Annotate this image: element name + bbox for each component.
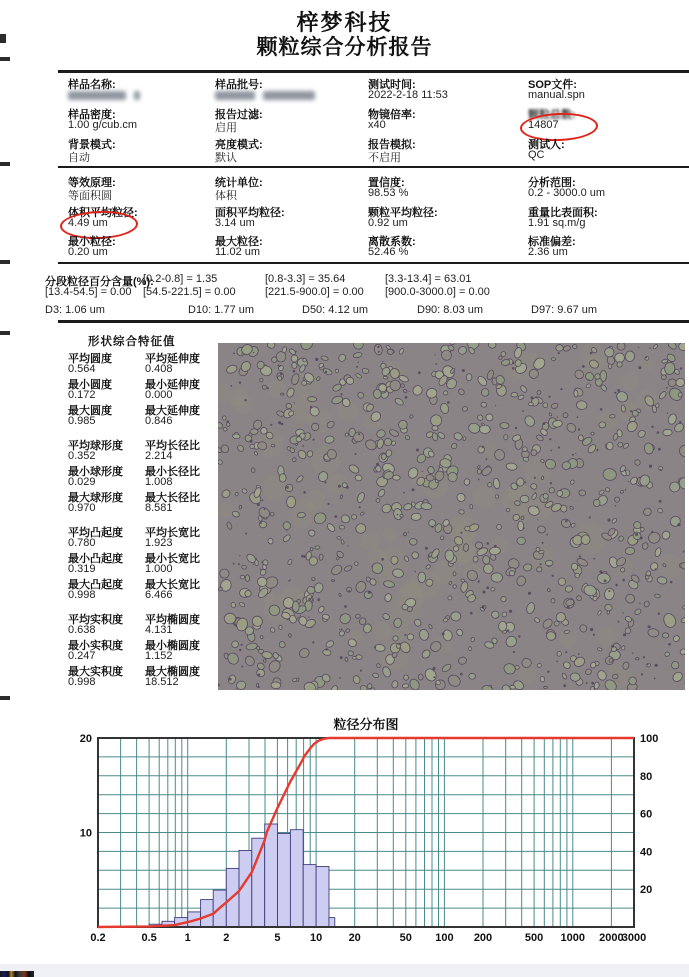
x-axis-tick: 1 [184, 932, 191, 944]
right-axis-tick: 100 [640, 733, 659, 745]
d-value: D97: 9.67 um [531, 304, 598, 316]
field-label: 重量比表面积: [528, 207, 598, 219]
shape-value: 8.581 [145, 502, 173, 514]
field-value: 启用 [215, 122, 237, 134]
field-label: 最小粒径: [68, 236, 116, 248]
shape-label: 平均球形度 [68, 440, 123, 452]
x-axis-tick: 1000 [560, 932, 586, 944]
shape-label: 最小凸起度 [68, 553, 123, 565]
field-value: 自动 [68, 152, 90, 164]
field-value: 0.20 um [68, 246, 108, 258]
scan-artifact [0, 971, 34, 977]
shape-value: 0.172 [68, 389, 96, 401]
x-axis-tick: 2 [223, 932, 230, 944]
field-value: 1.00 g/cub.cm [68, 119, 138, 131]
field-label: 样品名称: [68, 79, 116, 91]
redacted-value [263, 91, 315, 100]
field-value: 2.36 um [528, 246, 568, 258]
shape-label: 平均长宽比 [145, 527, 200, 539]
shape-value: 0.846 [145, 415, 173, 427]
shape-value: 0.029 [68, 476, 96, 488]
shape-value: 4.131 [145, 624, 173, 636]
shape-label: 平均实积度 [68, 614, 123, 626]
shape-value: 0.998 [68, 676, 96, 688]
field-value: 等面积圆 [68, 190, 112, 202]
field-label: 面积平均粒径: [215, 207, 285, 219]
shape-label: 平均凸起度 [68, 527, 123, 539]
shape-label: 平均椭圆度 [145, 614, 200, 626]
shape-label: 最小球形度 [68, 466, 123, 478]
right-axis-tick: 60 [640, 808, 653, 821]
shape-label: 平均延伸度 [145, 353, 200, 365]
right-axis-tick: 80 [640, 770, 653, 783]
shape-value: 1.152 [145, 650, 173, 662]
divider [58, 262, 689, 264]
x-axis-tick: 0.5 [141, 932, 157, 944]
field-value: 0.92 um [368, 217, 408, 229]
field-label: 报告模拟: [368, 139, 416, 151]
x-axis-tick: 500 [524, 932, 544, 944]
shape-value: 2.214 [145, 450, 173, 462]
field-label: 最大粒径: [215, 236, 263, 248]
field-value: 3.14 um [215, 217, 255, 229]
shape-value: 0.319 [68, 563, 96, 575]
company-title: 梓梦科技 [296, 10, 393, 35]
x-axis-tick: 50 [399, 932, 412, 944]
scan-edge-mark [0, 260, 10, 264]
field-value: 11.02 um [215, 246, 261, 258]
shape-value: 0.564 [68, 363, 96, 375]
segment-value: [3.3-13.4] = 63.01 [385, 273, 472, 285]
field-label: 背景模式: [68, 139, 116, 151]
right-axis-tick: 20 [640, 884, 653, 897]
shape-value: 1.000 [145, 563, 173, 575]
micrograph-image [218, 343, 685, 690]
shape-label: 最小圆度 [68, 379, 112, 391]
shape-label: 最小长宽比 [145, 553, 200, 565]
segment-value: [900.0-3000.0] = 0.00 [385, 286, 490, 298]
x-axis-tick: 0.2 [90, 932, 106, 944]
x-axis-tick: 10 [309, 932, 323, 944]
divider [58, 320, 689, 323]
field-value: 52.46 % [368, 246, 409, 258]
field-value: 2022-2-18 11:53 [368, 89, 448, 101]
field-value: 不启用 [368, 152, 401, 164]
field-label: 测试人: [528, 139, 565, 151]
shape-value: 18.512 [145, 676, 179, 688]
field-label: 颗粒平均粒径: [368, 207, 438, 219]
shape-label: 最小椭圆度 [145, 640, 200, 652]
shape-value: 0.352 [68, 450, 96, 462]
field-label: 置信度: [368, 177, 405, 189]
x-axis-tick: 5 [274, 932, 281, 944]
shape-label: 最大长径比 [145, 492, 200, 504]
shape-label: 最大延伸度 [145, 405, 200, 417]
segment-value: [54.5-221.5] = 0.00 [143, 286, 236, 298]
d-value: D3: 1.06 um [45, 304, 105, 316]
x-axis-tick: 2000 [599, 932, 624, 944]
field-label: 离散系数: [368, 236, 416, 248]
field-label: 样品密度: [68, 109, 116, 121]
shape-label: 最大实积度 [68, 666, 123, 678]
shape-table-heading: 形状综合特征值 [88, 336, 176, 348]
scan-edge-mark [0, 162, 10, 166]
shape-label: 平均圆度 [68, 353, 112, 365]
shape-label: 最大椭圆度 [145, 666, 200, 678]
d-value: D50: 4.12 um [302, 304, 369, 316]
redacted-value [215, 91, 255, 100]
field-label: 样品批号: [215, 79, 263, 91]
report-title: 颗粒综合分析报告 [256, 36, 433, 59]
x-axis-tick: 3000 [621, 932, 647, 944]
segment-heading: 分段粒径百分含量(%): [45, 276, 154, 288]
field-label: 体积平均粒径: [68, 207, 138, 219]
x-axis-tick: 100 [435, 932, 454, 944]
size-distribution-chart [0, 705, 689, 955]
shape-label: 平均长径比 [145, 440, 200, 452]
x-axis-tick: 200 [473, 932, 493, 944]
left-axis-tick: 10 [79, 827, 92, 840]
shape-value: 0.408 [145, 363, 173, 375]
field-value: x40 [368, 119, 386, 131]
shape-value: 1.008 [145, 476, 173, 488]
segment-value: [221.5-900.0] = 0.00 [265, 286, 364, 298]
shape-value: 0.247 [68, 650, 96, 662]
chart-title: 粒径分布图 [333, 717, 399, 732]
field-value: 默认 [215, 152, 237, 164]
field-value: 体积 [215, 190, 237, 202]
field-label: 亮度模式: [215, 139, 263, 151]
field-value: 0.2 - 3000.0 um [528, 187, 606, 199]
field-label: 测试时间: [368, 79, 416, 91]
segment-value: [0.8-3.3] = 35.64 [265, 273, 346, 285]
field-label: 报告过滤: [215, 109, 263, 121]
shape-label: 最小长径比 [145, 466, 200, 478]
histogram-bars [149, 824, 335, 927]
field-label: 统计单位: [215, 177, 263, 189]
shape-value: 0.000 [145, 389, 173, 401]
shape-value: 0.780 [68, 537, 96, 549]
shape-value: 0.970 [68, 502, 96, 514]
segment-value: [0.2-0.8] = 1.35 [143, 273, 218, 285]
field-label: 等效原理: [68, 177, 116, 189]
field-label: 分析范围: [528, 177, 576, 189]
shape-label: 最大圆度 [68, 405, 112, 417]
field-label: 标准偏差: [528, 236, 576, 248]
shape-label: 最大长宽比 [145, 579, 200, 591]
field-value: 4.49 um [68, 217, 108, 229]
field-value: 98.53 % [368, 187, 409, 199]
d-value: D10: 1.77 um [188, 304, 255, 316]
field-label: 颗粒总数: [528, 109, 576, 121]
field-value: QC [528, 149, 545, 161]
scan-edge-mark [0, 696, 10, 700]
shape-value: 0.638 [68, 624, 96, 636]
segment-value: [13.4-54.5] = 0.00 [45, 286, 132, 298]
right-axis-tick: 40 [640, 846, 653, 859]
field-value: 14807 [528, 119, 559, 131]
field-value: 1.91 sq.m/g [528, 217, 586, 229]
x-axis-tick: 20 [348, 932, 361, 944]
redacted-value [134, 91, 140, 100]
d-value: D90: 8.03 um [417, 304, 484, 316]
divider [58, 166, 689, 168]
field-value: manual.spn [528, 89, 585, 101]
scan-edge-mark [0, 331, 10, 335]
shape-value: 0.985 [68, 415, 96, 427]
field-label: 物镜倍率: [368, 109, 416, 121]
shape-label: 最大凸起度 [68, 579, 123, 591]
left-axis-tick: 20 [79, 733, 92, 745]
shape-label: 最小实积度 [68, 640, 123, 652]
field-label: SOP文件: [528, 79, 577, 91]
shape-value: 1.923 [145, 537, 173, 549]
shape-value: 6.466 [145, 589, 173, 601]
shape-value: 0.998 [68, 589, 96, 601]
redacted-value [68, 91, 126, 100]
divider [58, 70, 689, 73]
shape-label: 最大球形度 [68, 492, 123, 504]
scan-bottom-strip [0, 964, 689, 977]
shape-label: 最小延伸度 [145, 379, 200, 391]
